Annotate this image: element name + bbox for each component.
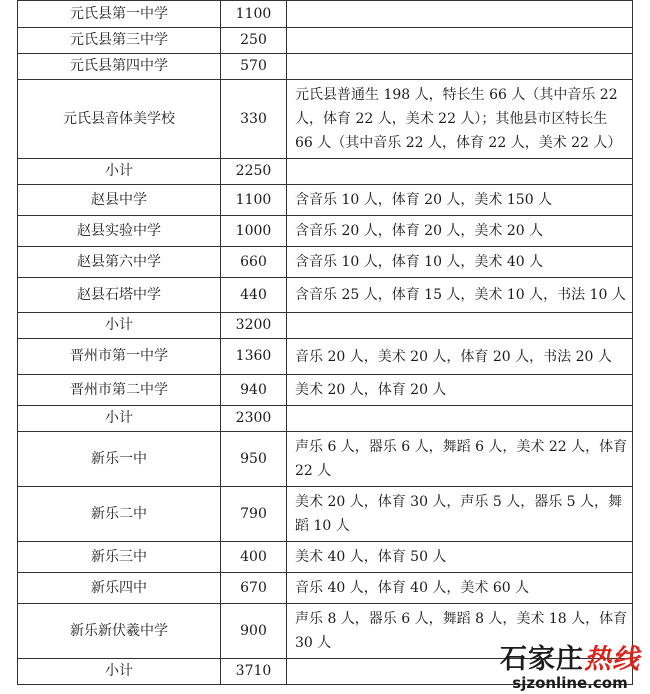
enrollment-count-cell: 790: [221, 487, 287, 542]
school-name-cell: 小计: [18, 159, 221, 185]
school-name-cell: 小计: [18, 659, 221, 685]
enrollment-count-cell: 570: [221, 54, 287, 80]
school-name-cell: 元氏县第三中学: [18, 28, 221, 54]
remark-cell: 声乐 6 人，器乐 6 人，舞蹈 6 人，美术 22 人，体育 22 人: [287, 432, 633, 487]
remark-cell: [287, 1, 633, 28]
remark-cell: 声乐 8 人，器乐 6 人，舞蹈 8 人，美术 18 人，体育 30 人: [287, 604, 633, 659]
remark-cell: [287, 406, 633, 432]
remark-cell: 含音乐 20 人，体育 20 人，美术 20 人: [287, 216, 633, 247]
enrollment-count-cell: 2300: [221, 406, 287, 432]
table-row: [18, 28, 633, 54]
table-row: [18, 278, 633, 313]
remark-cell: 元氏县普通生 198 人，特长生 66 人（其中音乐 22 人，体育 22 人，美术 22 人）；其他县市区特长生 66 人（其中音乐 22 人，体育 22 人，美术 22 人）: [287, 80, 633, 159]
enrollment-count-cell: 900: [221, 604, 287, 659]
remark-cell: 含音乐 10 人，体育 10 人，美术 40 人: [287, 247, 633, 278]
table-row: [18, 487, 633, 542]
table-row: [18, 339, 633, 375]
remark-cell: [287, 159, 633, 185]
enrollment-count-cell: 330: [221, 80, 287, 159]
school-name-cell: 新乐一中: [18, 432, 221, 487]
school-name-cell: 元氏县第一中学: [18, 1, 221, 28]
remark-cell: 美术 20 人，体育 30 人，声乐 5 人，器乐 5 人，舞蹈 10 人: [287, 487, 633, 542]
enrollment-count-cell: 660: [221, 247, 287, 278]
watermark-brand: 石家庄: [500, 644, 584, 675]
school-name-cell: 小计: [18, 406, 221, 432]
remark-cell: 音乐 40 人，体育 40 人，美术 60 人: [287, 573, 633, 604]
table-row: [18, 375, 633, 406]
watermark-url: sjzonline.com: [512, 674, 628, 692]
remark-cell: [287, 28, 633, 54]
remark-cell: [287, 54, 633, 80]
table-row: [18, 80, 633, 159]
enrollment-count-cell: 250: [221, 28, 287, 54]
school-name-cell: 赵县实验中学: [18, 216, 221, 247]
subtotal-row: [18, 406, 633, 432]
remark-cell: 含音乐 10 人，体育 20 人，美术 150 人: [287, 185, 633, 216]
table-row: [18, 54, 633, 80]
school-name-cell: 晋州市第二中学: [18, 375, 221, 406]
enrollment-count-cell: 1000: [221, 216, 287, 247]
table-row: [18, 1, 633, 28]
table-row: [18, 216, 633, 247]
enrollment-count-cell: 1100: [221, 185, 287, 216]
table-body: [18, 1, 633, 685]
remark-cell: [287, 313, 633, 339]
watermark-hotline: 热线: [584, 644, 640, 675]
watermark-title: [496, 645, 644, 675]
remark-cell: 美术 20 人，体育 20 人: [287, 375, 633, 406]
table-row: [18, 573, 633, 604]
remark-cell: 含音乐 25 人，体育 15 人，美术 10 人，书法 10 人: [287, 278, 633, 313]
school-name-cell: 赵县石塔中学: [18, 278, 221, 313]
remark-cell: 音乐 20 人，美术 20 人，体育 20 人，书法 20 人: [287, 339, 633, 375]
school-name-cell: 赵县第六中学: [18, 247, 221, 278]
enrollment-count-cell: 950: [221, 432, 287, 487]
school-name-cell: 新乐二中: [18, 487, 221, 542]
enrollment-count-cell: 400: [221, 542, 287, 573]
table-row: [18, 432, 633, 487]
table-row: [18, 542, 633, 573]
school-name-cell: 赵县中学: [18, 185, 221, 216]
school-name-cell: 新乐四中: [18, 573, 221, 604]
enrollment-count-cell: 1360: [221, 339, 287, 375]
remark-cell: 美术 40 人，体育 50 人: [287, 542, 633, 573]
enrollment-count-cell: 3710: [221, 659, 287, 685]
enrollment-quota-table: [17, 0, 633, 685]
table-row: [18, 185, 633, 216]
enrollment-count-cell: 440: [221, 278, 287, 313]
school-name-cell: 新乐新伏羲中学: [18, 604, 221, 659]
subtotal-row: [18, 313, 633, 339]
enrollment-count-cell: 940: [221, 375, 287, 406]
school-name-cell: 晋州市第一中学: [18, 339, 221, 375]
enrollment-count-cell: 670: [221, 573, 287, 604]
table-row: [18, 247, 633, 278]
watermark-logo: [496, 645, 644, 691]
enrollment-count-cell: 3200: [221, 313, 287, 339]
enrollment-count-cell: 2250: [221, 159, 287, 185]
school-name-cell: 元氏县第四中学: [18, 54, 221, 80]
subtotal-row: [18, 159, 633, 185]
school-name-cell: 小计: [18, 313, 221, 339]
enrollment-count-cell: 1100: [221, 1, 287, 28]
school-name-cell: 元氏县音体美学校: [18, 80, 221, 159]
school-name-cell: 新乐三中: [18, 542, 221, 573]
